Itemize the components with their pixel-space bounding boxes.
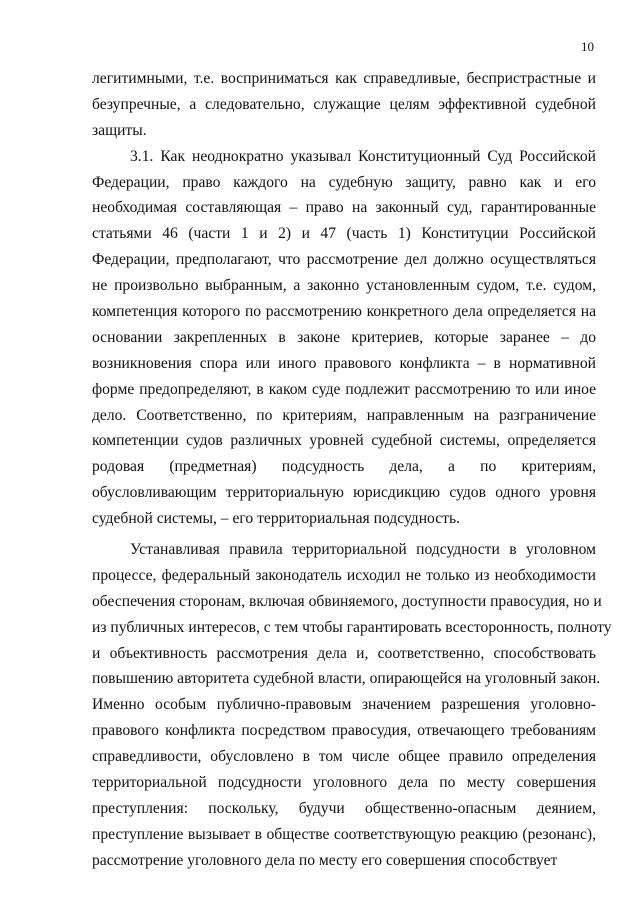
text-line: и объективность рассмотрения дела и, соответственно, способствовать <box>92 644 596 662</box>
text-line: безупречные, а следовательно, служащие целям эффективной судебной <box>92 95 596 113</box>
paragraph <box>92 66 596 144</box>
text-line: 3.1. Как неоднократно указывал Конституционный Суд Российской <box>130 147 596 165</box>
text-line: правового конфликта посредством правосудия, отвечающего требованиям <box>92 722 596 740</box>
text-line: дело. Соответственно, по критериям, направленным на разграничение <box>92 406 596 424</box>
text-line: статьями 46 (части 1 и 2) и 47 (часть 1) Конституции Российской <box>92 225 596 243</box>
text-line: защиты. <box>92 121 147 139</box>
text-line: Федерации, право каждого на судебную защиту, равно как и его <box>92 173 596 191</box>
text-line: преступление вызывает в обществе соответствующую реакцию (резонанс), <box>92 825 596 843</box>
text-line: легитимными, т.е. восприниматься как справедливые, беспристрастные и <box>92 70 596 87</box>
text-line: рассмотрение уголовного дела по месту его совершения способствует <box>92 851 558 869</box>
text-line: Федерации, предполагают, что рассмотрение дел должно осуществляться <box>92 251 596 269</box>
text-line: Именно особым публично-правовым значением разрешения уголовно- <box>92 696 596 714</box>
text-line: родовая (предметная) подсудность дела, а по критериям, <box>92 458 596 476</box>
text-line: обеспечения сторонам, включая обвиняемого, доступности правосудия, но и <box>92 592 602 610</box>
text-line: компетенция которого по рассмотрению конкретного дела определяется на <box>92 303 596 321</box>
text-line: обусловливающим территориальную юрисдикцию судов одного уровня <box>92 484 596 502</box>
paragraph <box>92 537 612 874</box>
text-line: необходимая составляющая – право на законный суд, гарантированные <box>92 199 596 217</box>
text-line: основании закрепленных в законе критериев, которые заранее – до <box>92 328 596 346</box>
text-line: Устанавливая правила территориальной подсудности в уголовном <box>130 541 596 559</box>
page-number: 10 <box>581 39 594 54</box>
text-line: преступления: поскольку, будучи общественно-опасным деянием, <box>92 799 596 817</box>
text-line: территориальной подсудности уголовного дела по месту совершения <box>92 774 596 792</box>
document-text <box>92 66 612 874</box>
paragraph <box>92 144 596 532</box>
text-line: справедливости, обусловлено в том числе общее правило определения <box>92 748 596 766</box>
text-line: возникновения спора или иного правового конфликта – в нормативной <box>92 354 596 372</box>
text-line: из публичных интересов, с тем чтобы гарантировать всесторонность, полноту <box>92 618 612 636</box>
text-line: процессе, федеральный законодатель исходил не только из необходимости <box>92 566 596 584</box>
text-line: форме предопределяют, в каком суде подлежит рассмотрению то или иное <box>92 380 596 398</box>
text-line: повышению авторитета судебной власти, опирающейся на уголовный закон. <box>92 670 601 688</box>
text-line: не произвольно выбранным, а законно установленным судом, т.е. судом, <box>92 277 596 295</box>
text-line: судебной системы, – его территориальная подсудность. <box>92 510 460 528</box>
text-line: компетенции судов различных уровней судебной системы, определяется <box>92 432 596 450</box>
